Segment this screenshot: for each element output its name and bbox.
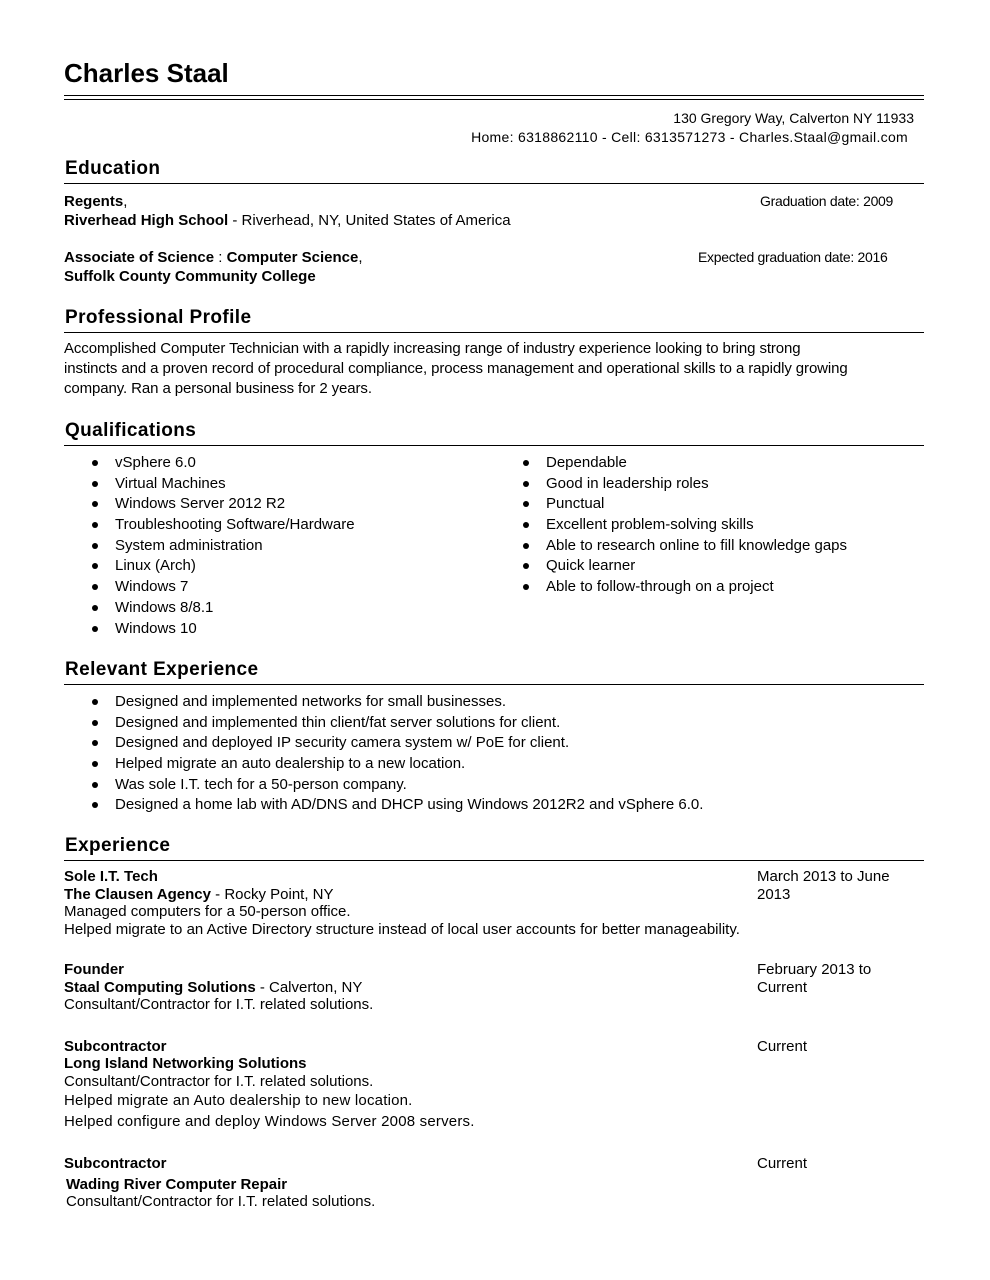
job-description: Helped migrate an Auto dealership to new location. <box>64 1092 413 1109</box>
company-location: - Rocky Point, NY <box>210 885 334 903</box>
company-name: Long Island Networking Solutions <box>64 1055 307 1072</box>
list-item: Windows 10 <box>64 619 494 640</box>
qualifications-columns <box>64 453 924 643</box>
job-entry <box>64 1155 924 1211</box>
job-dates: Current <box>757 1155 808 1172</box>
education-entry: Regents, Riverhead High School - Riverhead, NY, United States of America Graduation date: 2009 <box>64 193 894 229</box>
list-item: Helped migrate an auto dealership to a new location. <box>64 754 924 775</box>
job-dates: Current <box>757 1037 808 1055</box>
qualifications-list-right <box>495 453 925 598</box>
job-description: Helped configure and deploy Windows Server 2008 servers. <box>64 1113 475 1130</box>
relevant-experience-list <box>64 692 924 816</box>
company-name: Staal Computing Solutions <box>64 978 256 996</box>
list-item: Designed and implemented thin client/fat server solutions for client. <box>64 713 924 734</box>
list-item: Able to research online to fill knowledge gaps <box>495 536 925 557</box>
profile-section <box>64 306 924 399</box>
job-description: Helped migrate to an Active Directory structure instead of local user accounts for better manageability. <box>64 920 740 938</box>
experience-heading: Experience <box>64 834 924 861</box>
job-description: Managed computers for a 50-person office. <box>64 903 351 920</box>
school: Suffolk County Community College <box>64 268 316 285</box>
relevant-experience-heading: Relevant Experience <box>64 658 924 685</box>
company-name: Wading River Computer Repair <box>66 1175 288 1193</box>
job-entry <box>64 868 924 938</box>
education-entry: Associate of Science : Computer Science, Suffolk County Community College Expected graduation date: 2016 <box>64 249 888 285</box>
job-title: Subcontractor <box>64 1037 167 1055</box>
job-dates: March 2013 to June 2013 <box>757 868 890 903</box>
list-item: Excellent problem-solving skills <box>495 515 925 536</box>
list-item: Dependable <box>495 453 925 474</box>
job-description: Consultant/Contractor for I.T. related solutions. <box>64 1072 374 1090</box>
job-title: Founder <box>64 961 124 978</box>
graduation-date: Graduation date: 2009 <box>760 193 894 209</box>
profile-line: company. Ran a personal business for 2 years. <box>64 380 372 397</box>
contact-block <box>64 109 924 147</box>
profile-line: instincts and a proven record of procedural compliance, process management and operational skills to a rapidly growing <box>64 360 848 377</box>
profile-line: Accomplished Computer Technician with a rapidly increasing range of industry experience looking to bring strong <box>64 340 801 357</box>
list-item: Was sole I.T. tech for a 50-person company. <box>64 775 924 796</box>
list-item: Troubleshooting Software/Hardware <box>64 515 494 536</box>
job-description: Consultant/Contractor for I.T. related solutions. <box>66 1193 376 1210</box>
company-location: - Calverton, NY <box>255 978 363 996</box>
company-name: The Clausen Agency <box>64 885 211 903</box>
field-of-study: Computer Science <box>226 249 359 266</box>
job-title: Subcontractor <box>64 1155 167 1172</box>
qualifications-heading: Qualifications <box>64 419 924 446</box>
list-item: Designed a home lab with AD/DNS and DHCP using Windows 2012R2 and vSphere 6.0. <box>64 795 924 816</box>
address: 130 Gregory Way, Calverton NY 11933 <box>673 110 914 126</box>
experience-section <box>64 834 924 1211</box>
list-item: Linux (Arch) <box>64 556 494 577</box>
job-title: Sole I.T. Tech <box>64 868 158 885</box>
relevant-experience-section <box>64 658 924 816</box>
job-entry <box>64 961 924 1014</box>
list-item: Designed and implemented networks for small businesses. <box>64 692 924 713</box>
job-dates: February 2013 to Current <box>757 961 872 996</box>
list-item: Quick learner <box>495 556 925 577</box>
school: Riverhead High School <box>64 212 229 229</box>
profile-heading: Professional Profile <box>64 306 924 333</box>
list-item: Able to follow-through on a project <box>495 577 925 598</box>
header-divider <box>64 95 924 100</box>
degree: Associate of Science <box>64 249 215 266</box>
list-item: Punctual <box>495 494 925 515</box>
contact-line: Home: 6318862110 - Cell: 6313571273 - Charles.Staal@gmail.com <box>471 129 908 145</box>
qualifications-section <box>64 419 924 643</box>
list-item: Windows 8/8.1 <box>64 598 494 619</box>
qualifications-list-left <box>64 453 494 639</box>
school-location: - Riverhead, NY, United States of America <box>228 212 511 229</box>
list-item: Windows 7 <box>64 577 494 598</box>
list-item: Designed and deployed IP security camera system w/ PoE for client. <box>64 733 924 754</box>
list-item: Virtual Machines <box>64 474 494 495</box>
job-description: Consultant/Contractor for I.T. related solutions. <box>64 996 374 1013</box>
candidate-name: Charles Staal <box>64 58 229 88</box>
education-heading: Education <box>64 157 924 184</box>
graduation-date: Expected graduation date: 2016 <box>698 249 888 265</box>
list-item: vSphere 6.0 <box>64 453 494 474</box>
profile-summary <box>64 339 884 399</box>
list-item: Good in leadership roles <box>495 474 925 495</box>
list-item: System administration <box>64 536 494 557</box>
list-item: Windows Server 2012 R2 <box>64 494 494 515</box>
degree: Regents <box>64 193 124 210</box>
education-section <box>64 157 924 286</box>
job-entry <box>64 1038 924 1133</box>
